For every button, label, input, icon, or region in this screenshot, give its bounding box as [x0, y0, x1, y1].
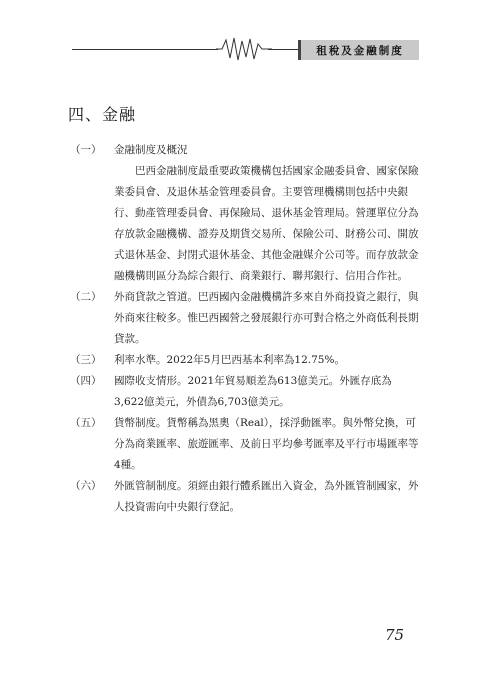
- list-item: [70, 287, 420, 350]
- item-text: 外商貸款之管道。巴西國內金融機構許多來自外商投資之銀行，與外商來往較多。惟巴西國營之發展銀行亦可對合格之外商低利長期貸款。: [114, 291, 419, 345]
- item-number: （二）: [70, 291, 102, 303]
- list-item: [70, 140, 420, 161]
- list-item: [70, 476, 420, 518]
- item-text: 利率水準。2022年5月巴西基本利率為12.75%。: [114, 354, 345, 366]
- list-item: [70, 350, 420, 371]
- item-number: （三）: [70, 354, 102, 366]
- item-text: 貨幣制度。貨幣稱為黑奧（Real），採浮動匯率。與外幣兌換，可分為商業匯率、旅遊匯率、及前日平均參考匯率及平行市場匯率等4種。: [114, 417, 419, 471]
- item-text: 國際收支情形。2021年貿易順差為613億美元。外匯存底為3,622億美元，外債為6,703億美元。: [114, 375, 392, 408]
- item-number: （五）: [70, 417, 102, 429]
- section-body: [70, 140, 420, 518]
- item-text: 金融制度及概況: [114, 144, 188, 156]
- pulse-ornament-icon: [216, 36, 272, 62]
- list-item: [70, 413, 420, 476]
- header-rule-left: [72, 49, 218, 50]
- list-item: [70, 371, 420, 413]
- section-title: 四、金融: [68, 105, 137, 124]
- item-number: （四）: [70, 375, 102, 387]
- item-number: （一）: [70, 144, 102, 156]
- item-text: 外匯管制制度。須經由銀行體系匯出入資金，為外匯管制國家，外人投資需向中央銀行登記。: [114, 480, 419, 513]
- item-paragraph: 巴西金融制度最重要政策機構包括國家金融委員會、國家保險業委員會、及退休基金管理委員會。主要管理機構則包括中央銀行、動產管理委員會、再保險局、退休基金管理局。營運單位分為存放款金融機構、證券及期貨交易所、保險公司、財務公司、開放式退休基金、封閉式退休基金、其他金融媒介公司等。而存放款金融機構則區分為綜合銀行、商業銀行、聯邦銀行、信用合作社。: [114, 165, 419, 282]
- page-number: 75: [385, 626, 405, 644]
- header-rule-right: [268, 49, 298, 50]
- item-number: （六）: [70, 480, 102, 492]
- running-header-title: 租稅及金融制度: [298, 40, 419, 60]
